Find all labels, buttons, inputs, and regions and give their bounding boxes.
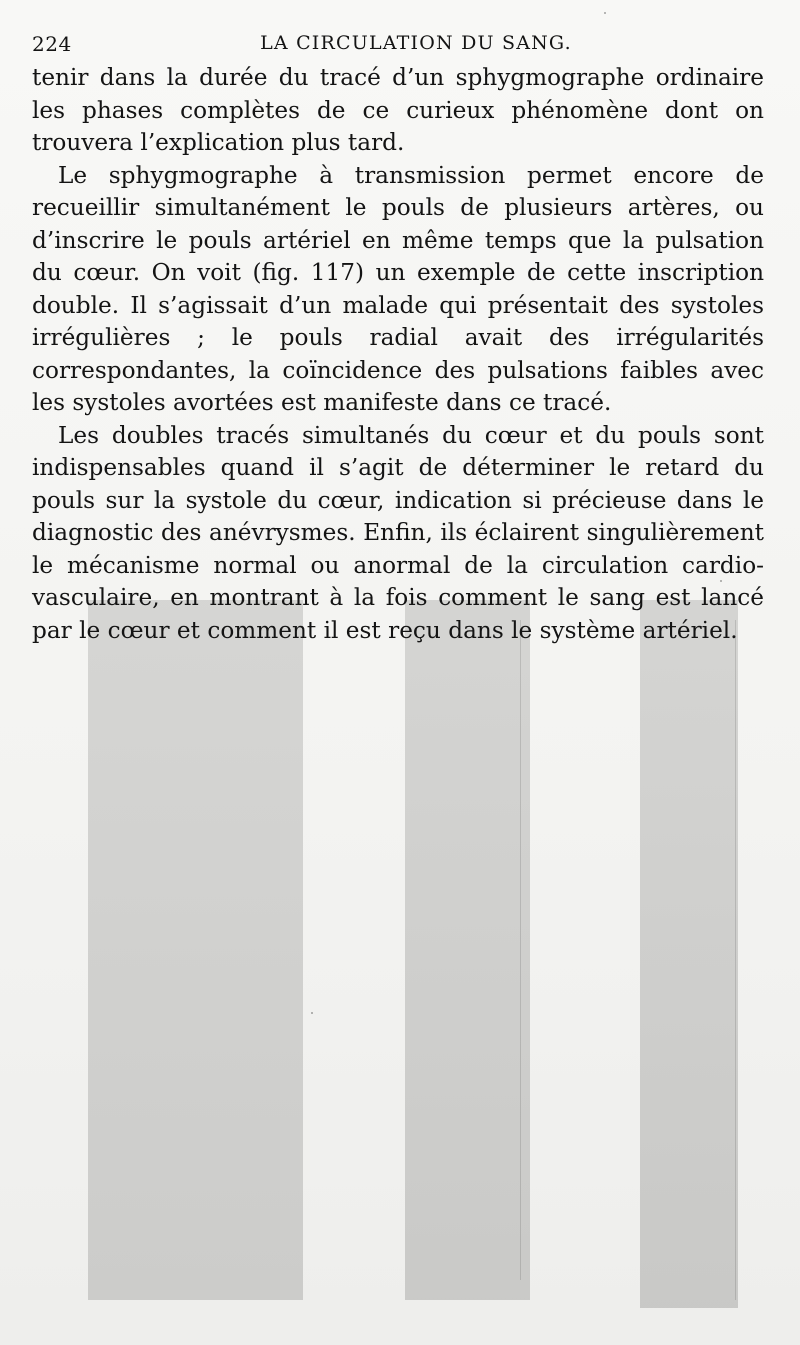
scan-artifact-line xyxy=(735,620,736,1300)
body-text xyxy=(32,62,764,647)
paragraph: tenir dans la durée du tracé d’un sphygmographe ordinaire les phases complètes de ce curieux phénomène dont on trouvera l’explication plus tard. xyxy=(32,64,764,156)
trace-strip-right xyxy=(640,600,738,1308)
running-title: LA CIRCULATION DU SANG. xyxy=(260,32,572,54)
trace-strip-middle xyxy=(405,600,530,1300)
ink-speck xyxy=(604,12,606,14)
page-number: 224 xyxy=(32,32,72,56)
paragraph: Les doubles tracés simultanés du cœur et du pouls sont indispensables quand il s’agit de déterminer le retard du pouls sur la systole du cœur, indication si précieuse dans le diagnostic des anévrysmes. Enfin, ils éclairent singulièrement le mécanisme normal ou anormal de la circulation cardio-vasculaire, en montrant à la fois comment le sang est lancé par le cœur et comment il est reçu dans le système artériel. xyxy=(32,421,764,644)
trace-strip-left xyxy=(88,600,303,1300)
scan-artifact-line xyxy=(520,620,521,1280)
paragraph: Le sphygmographe à transmission permet encore de recueillir simultanément le pouls de plusieurs artères, ou d’inscrire le pouls artériel en même temps que la pulsation du cœur. On voit (fig. 117) un exemple de cette inscription double. Il s’agissait d’un malade qui présentait des systoles irrégulières ; le pouls radial avait des irrégularités correspondantes, la coïncidence des pulsations faibles avec les systoles avortées est manifeste dans ce tracé. xyxy=(32,161,764,416)
ink-speck xyxy=(311,1012,313,1014)
running-header xyxy=(32,28,770,64)
